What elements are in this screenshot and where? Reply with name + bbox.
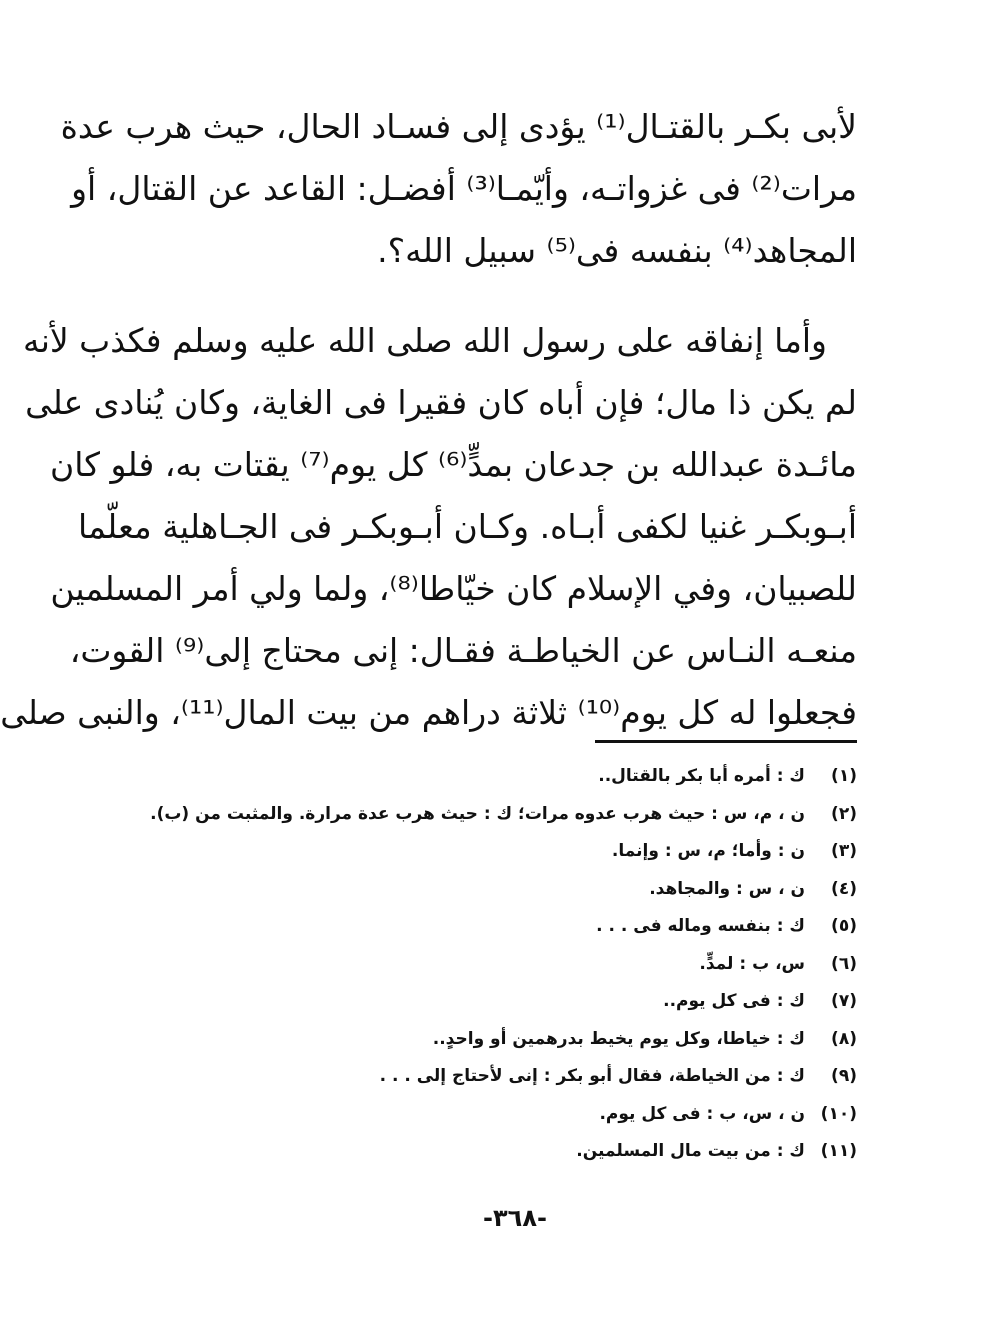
text-line: فجعلوا له كل يوم⁽¹⁰⁾ ثلاثة دراهم من بيت المال⁽¹¹⁾، والنبى صلى [0,693,857,732]
footnote [150,796,857,834]
footnote-number: (٦) [831,953,857,974]
text-line: مرات⁽²⁾ فى غزواتـه، وأيّمـا⁽³⁾ أفضـل: القاعد عن القتال، أو [71,169,857,208]
text-line: وأما إنفاقه على رسول الله صلى الله عليه وسلم فكذب لأنه [23,321,827,360]
footnote-number: (٤) [831,878,857,899]
footnote-number: (٨) [831,1028,857,1049]
footnote-number: (١) [831,766,857,786]
footnote [157,908,857,946]
footnote [157,871,857,909]
footnote-number: (٢) [831,803,857,824]
footnote [157,758,857,796]
footnote-text: س، ب : لمدٍّ. [699,953,805,974]
footnote [157,946,857,984]
footnote [157,833,857,871]
footnote-text: ن ، م، س : حيث هرب عدوه مرات؛ ك : حيث هرب عدة مرارة. والمثبت من (ب). [150,803,805,824]
footnotes [150,758,857,1171]
footnote [157,1133,857,1171]
footnote-text: ك : أمره أبا بكر بالقتال.. [598,766,805,786]
footnote-number: (١٠) [820,1103,857,1124]
footnote-separator [595,740,857,743]
footnote-text: ك : من الخياطة، فقال أبو بكر : إنى لأحتاج إلى . . . [379,1066,805,1086]
footnote [157,1058,857,1096]
text-line: أبـوبكـر غنيا لكفى أبـاه. وكـان أبـوبكـر فى الجـاهلية معلّما [78,507,857,546]
text-line: مائـدة عبدالله بن جدعان بمدٍّ⁽⁶⁾ كل يوم⁽⁷⁾ يقتات به، فلو كان [50,445,857,484]
footnote-text: ك : خياطا، وكل يوم يخيط بدرهمين أو واحدٍ.. [432,1028,805,1049]
text-line: لأبى بكـر بالقتـال⁽¹⁾ يؤدى إلى فسـاد الحال، حيث هرب عدة [60,107,857,146]
footnote-number: (٣) [831,841,857,861]
footnote-text: ك : بنفسه وماله فى . . . [596,916,805,936]
text-line: للصبيان، وفي الإسلام كان خيّاطا⁽⁸⁾، ولما ولي أمر المسلمين [50,569,857,608]
footnote-text: ن ، س، ب : فى كل يوم. [599,1103,805,1124]
footnote-number: (١١) [820,1141,857,1161]
page-number: -٣٦٨- [483,1204,547,1232]
text-line: منعـه النـاس عن الخياطـة فقـال: إنى محتاج إلى⁽⁹⁾ القوت، [69,631,857,670]
footnote-text: ك : فى كل يوم.. [663,991,805,1011]
footnote-text: ك : من بيت مال المسلمين. [576,1141,805,1161]
footnote-number: (٩) [831,1066,857,1086]
footnote-number: (٥) [831,916,857,936]
footnote [157,983,857,1021]
footnote-number: (٧) [831,991,857,1011]
footnote [157,1096,857,1134]
footnote-text: ن ، س : والمجاهد. [649,878,805,899]
text-line: المجاهد⁽⁴⁾ بنفسه فى⁽⁵⁾ سبيل الله؟. [377,231,857,270]
footnote-text: ن : وأما؛ م، س : وإنما. [611,841,805,861]
main-text [0,96,857,744]
paragraph-gap [155,282,857,310]
footnote [157,1021,857,1059]
text-line: لم يكن ذا مال؛ فإن أباه كان فقيرا فى الغاية، وكان يُنادى على [25,383,857,422]
